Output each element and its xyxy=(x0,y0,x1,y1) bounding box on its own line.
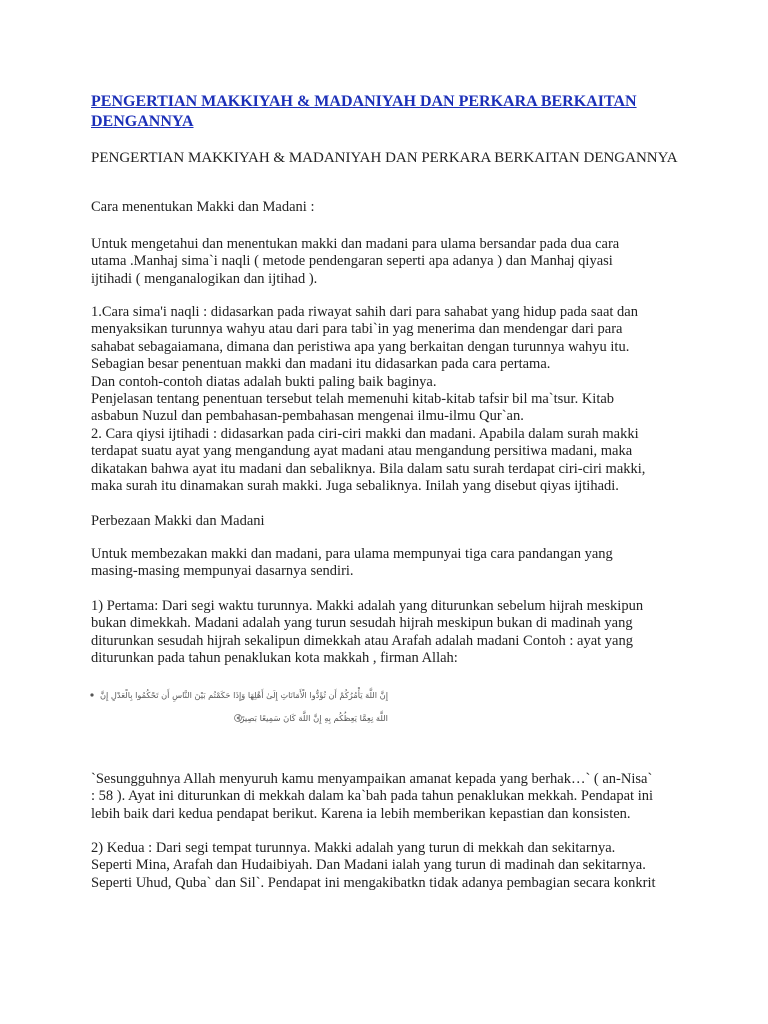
arabic-verse-line-2: اللَّهَ نِعِمَّا يَعِظُكُم بِهِ إِنَّ اللَّهَ كَانَ سَمِيعًا بَصِيرًا xyxy=(238,713,386,723)
para-line: `Sesungguhnya Allah menyuruh kamu menyampaikan amanat kepada yang berhak…` ( an-Nisa` xyxy=(91,771,653,787)
para-line: bukan dimekkah. Madani adalah yang turun sesudah hijrah meskipun bukan di madinah yang xyxy=(91,615,633,632)
para-line: Untuk mengetahui dan menentukan makki dan madani para ulama bersandar pada dua cara xyxy=(91,236,620,252)
para-cara: Cara menentukan Makki dan Madani : xyxy=(91,199,315,215)
para-line: dikatakan bahwa ayat itu madani dan sebaliknya. Bila dalam satu surah terdapat ciri-ciri makki, xyxy=(91,460,646,477)
para-line: masing-masing mempunyai dasarnya sendiri. xyxy=(91,563,354,580)
para-line: diturunkan pada tahun penaklukan kota makkah , firman Allah: xyxy=(91,650,458,667)
para-line: diturunkan sesudah hijrah sekalipun dimekkah atau Arafah adalah madani Contoh : ayat yang xyxy=(91,632,633,649)
para-untuk xyxy=(91,236,691,288)
para-kedua xyxy=(91,840,691,892)
para-pertama xyxy=(91,598,691,668)
para-line: Seperti Uhud, Quba` dan Sil`. Pendapat ini mengakibatkn tidak adanya pembagian secara konkrit xyxy=(91,874,656,891)
heading: PENGERTIAN MAKKIYAH & MADANIYAH DAN PERKARA BERKAITAN DENGANNYA xyxy=(91,150,678,166)
para-line: maka surah itu dinamakan surah makki. Juga sebaliknya. Inilah yang disebut qiyas ijtihadi. xyxy=(91,478,619,495)
para-line: terdapat suatu ayat yang mengandung ayat madani atau mengandung persitiwa madani, maka xyxy=(91,443,633,460)
para-untuk-membezakan xyxy=(91,546,691,581)
para-perbezaan: Perbezaan Makki dan Madani xyxy=(91,513,265,529)
para-line: Penjelasan tentang penentuan tersebut telah memenuhi kitab-kitab tafsir bil ma`tsur. Kitab xyxy=(91,391,615,408)
para-line: 1.Cara sima'i naqli : didasarkan pada riwayat sahih dari para sahabat yang hidup pada saat dan xyxy=(91,304,638,320)
para-line: sahabat sebagaiamana, dimana dan peristiwa apa yang berkaitan dengan turunnya wahyu itu. xyxy=(91,338,630,355)
para-line: : 58 ). Ayat ini diturunkan di mekkah dalam ka`bah pada tahun penaklukan mekkah. Pendapat ini xyxy=(91,788,654,805)
para-line: lebih baik dari kedua pendapat berikut. Karena ia lebih memberikan kepastian dan konsisten. xyxy=(91,805,631,822)
para-line: menyaksikan turunnya wahyu atau dari para tabi`in yag menerima dan mendengar dari para xyxy=(91,321,623,338)
para-line: utama .Manhaj sima`i naqli ( metode pendengaran seperti apa adanya ) dan Manhaj qiyasi xyxy=(91,253,613,270)
para-line: ijtihadi ( menganalogikan dan ijtihad ). xyxy=(91,270,318,287)
para-cara-naqli xyxy=(91,304,691,495)
arabic-verse-image xyxy=(88,683,394,729)
arabic-verse-line-1: إِنَّ اللَّهَ يَأْمُرُكُمْ أَن تُؤَدُّوا الْأَمَانَاتِ إِلَىٰ أَهْلِهَا وَإِذَا حَكَمْتُم بَيْنَ النَّاسِ أَن تَحْكُمُوا بِالْعَدْلِ إِنَّ xyxy=(100,690,387,700)
para-line: Sebagian besar penentuan makki dan madani itu didasarkan pada cara pertama. xyxy=(91,356,551,373)
para-line: Untuk membezakan makki dan madani, para ulama mempunyai tiga cara pandangan yang xyxy=(91,546,613,562)
para-line: 2. Cara qiysi ijtihadi : didasarkan pada ciri-ciri makki dan madani. Apabila dalam surah makki xyxy=(91,425,639,442)
para-line: Seperti Mina, Arafah dan Hudaibiyah. Dan Madani ialah yang turun di madinah dan sekitarnya. xyxy=(91,857,646,874)
para-line: 2) Kedua : Dari segi tempat turunnya. Makki adalah yang turun di mekkah dan sekitarnya. xyxy=(91,840,616,856)
para-line: Dan contoh-contoh diatas adalah bukti paling baik baginya. xyxy=(91,373,437,390)
para-line: asbabun Nuzul dan pembahasan-pembahasan mengenai ilmu-ilmu Qur`an. xyxy=(91,408,524,425)
verse-bullet xyxy=(90,693,93,696)
para-sesungguhnya xyxy=(91,771,691,823)
para-line: 1) Pertama: Dari segi waktu turunnya. Makki adalah yang diturunkan sebelum hijrah meskipun xyxy=(91,598,644,614)
title-link[interactable]: PENGERTIAN MAKKIYAH & MADANIYAH DAN PERKARA BERKAITAN DENGANNYA xyxy=(91,93,637,130)
